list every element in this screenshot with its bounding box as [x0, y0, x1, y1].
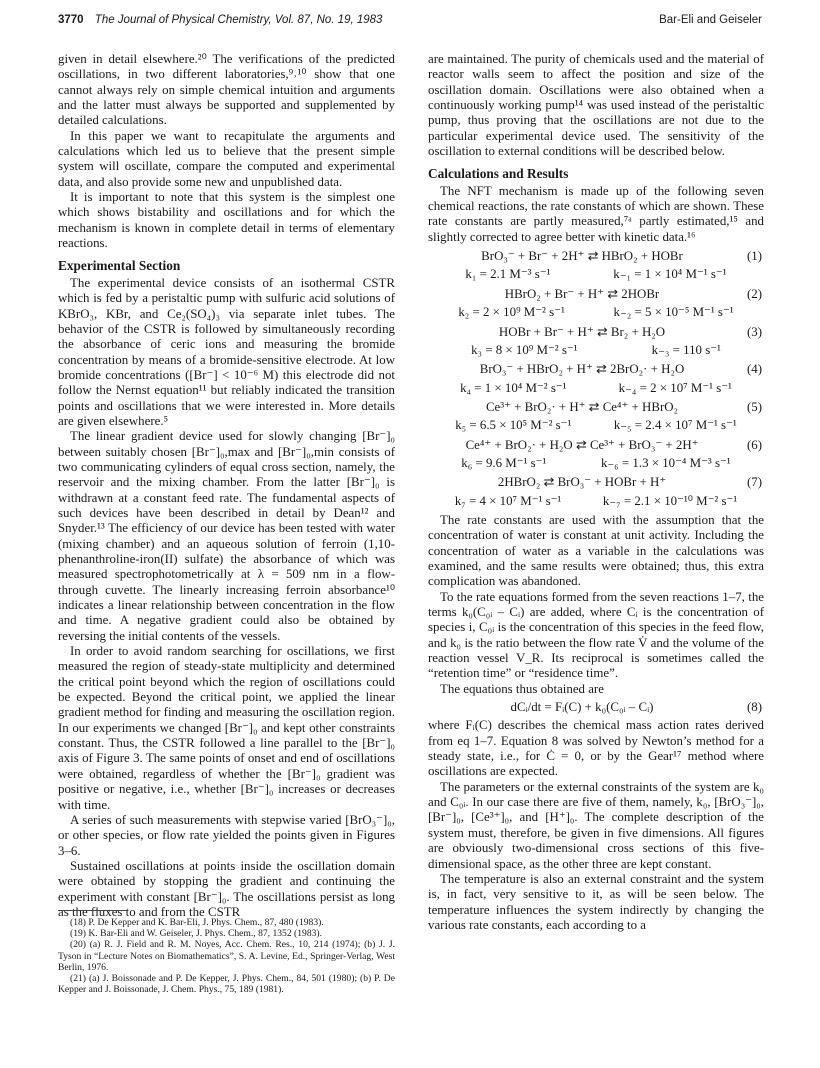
- reaction-equation: Ce³⁺ + BrO₂· + H⁺ ⇄ Ce⁴⁺ + HBrO₂ (5): [485, 399, 762, 414]
- left-column: [58, 52, 395, 920]
- rate-constants: k₆ = 9.6 M⁻¹ s⁻¹ k₋₆ = 1.3 × 10⁻⁴ M⁻³ s⁻¹: [461, 455, 731, 470]
- paragraph: Sustained oscillations at points inside the oscillation domain were obtained by stopping the gradient and continuing the experiment with constant [Br⁻]₀. The oscillations persist as long as the fluxes to and from the CSTR: [58, 858, 395, 919]
- paragraph: The parameters or the external constraints of the system are k₀ and C₀ᵢ. In our case there are five of them, namely, k₀, [BrO₃⁻]₀, [Br⁻]₀, [Ce³⁺]₀, and [H⁺]₀. The complete description of the system must, therefore, be given in five dimensions. All figures are obviously two-dimensional cross sections of this five-dimensional space, as the other three are kept constant.: [428, 779, 764, 871]
- reaction-equation: 2HBrO₂ ⇄ BrO₃⁻ + HOBr + H⁺ (7): [497, 475, 762, 490]
- reaction-equation: BrO₃⁻ + HBrO₂ + H⁺ ⇄ 2BrO₂· + H₂O (4): [479, 362, 762, 377]
- paragraph: The linear gradient device used for slowly changing [Br⁻]₀ between suitably chosen [Br⁻]₀,max and [Br⁻]₀,min consists of two communicating cylinders of equal cross section, namely, the reservoir and the mixing chamber. From the latter [Br⁻]₀ is withdrawn at a constant feed rate. The fundamental aspects of such devices have been described in detail by Dean¹² and Snyder.¹³ The efficiency of our device has been tested with water (mixing chamber) and an aqueous solution of ferroin (1,10-phenanthroline-iron(II) sulfate) the absorbance of which was measured spectrophotometrically at λ = 509 nm in a flow-through cuvette. The linearly increasing ferroin absorbance¹⁰ indicates a linear relationship between concentration in the flow and time. A negative gradient could also be obtained by reversing the initial contents of the vessels.: [58, 429, 395, 643]
- rate-constants: k₅ = 6.5 × 10⁵ M⁻² s⁻¹ k₋₅ = 2.4 × 10⁷ M⁻¹ s⁻¹: [455, 418, 737, 433]
- paragraph: The rate constants are used with the assumption that the concentration of water is constant at unit activity. Including the concentration of water as a variable in the calculations was examined, and the same results were obtained; thus, this extra complication was abandoned.: [428, 512, 764, 589]
- paragraph: given in detail elsewhere.²⁰ The verifications of the predicted oscillations, in two different laboratories,⁹˒¹⁰ show that one cannot always rely on simple chemical intuition and arguments and the latter must always be supported and supplemented by detailed calculations.: [58, 52, 395, 128]
- footnote-rule: [58, 910, 128, 911]
- paragraph: In this paper we want to recapitulate the arguments and calculations which led us to believe that the present simple system will oscillate, compare the computed and experimental data, and also provide some new and unpublished data.: [58, 128, 395, 189]
- page-number: 3770: [58, 14, 84, 26]
- section-heading-experimental: Experimental Section: [58, 258, 181, 274]
- paragraph: The equations thus obtained are: [440, 681, 604, 696]
- rate-constants: k₃ = 8 × 10⁹ M⁻² s⁻¹ k₋₃ = 110 s⁻¹: [471, 342, 721, 357]
- right-column: [428, 52, 764, 933]
- paragraph: It is important to note that this system is the simplest one which shows bistability and oscillations and for which the mechanism is known in complete detail in terms of elementary reactions.: [58, 190, 395, 251]
- footnote-references: [58, 910, 395, 995]
- paragraph: A series of such measurements with stepwise varied [BrO₃⁻]₀, or other species, or flow rate yielded the points given in Figures 3–6.: [58, 812, 395, 858]
- section-heading-calculations: Calculations and Results: [428, 166, 569, 182]
- reaction-list: [428, 249, 764, 509]
- running-authors: Bar-Eli and Geiseler: [659, 14, 762, 26]
- reaction-equation: Ce⁴⁺ + BrO₂· + H₂O ⇄ Ce³⁺ + BrO₃⁻ + 2H⁺ (6): [465, 437, 762, 452]
- rate-constants: k₁ = 2.1 M⁻³ s⁻¹ k₋₁ = 1 × 10⁴ M⁻¹ s⁻¹: [465, 267, 727, 282]
- reference-item: (20) (a) R. J. Field and R. M. Noyes, Acc. Chem. Res., 10, 214 (1974); (b) J. J. Tyson in “Lecture Notes on Biomathematics”, S. A. Levine, Ed., Springer-Verlag, West Berlin, 1976.: [58, 939, 395, 973]
- journal-citation: The Journal of Physical Chemistry, Vol. 87, No. 19, 1983: [94, 14, 383, 26]
- rate-constants: k₇ = 4 × 10⁷ M⁻¹ s⁻¹ k₋₇ = 2.1 × 10⁻¹⁰ M⁻² s⁻¹: [454, 493, 738, 508]
- reaction-equation: HBrO₂ + Br⁻ + H⁺ ⇄ 2HOBr (2): [504, 286, 762, 301]
- reaction-equation: HOBr + Br⁻ + H⁺ ⇄ Br₂ + H₂O (3): [498, 324, 762, 339]
- running-header: [58, 14, 762, 30]
- rate-constants: k₂ = 2 × 10⁹ M⁻² s⁻¹ k₋₂ = 5 × 10⁻⁵ M⁻¹ s⁻¹: [458, 305, 734, 320]
- paragraph: In order to avoid random searching for oscillations, we first measured the region of steady-state multiplicity and determined the critical point beyond which the region of oscillations could be expected. Beyond the critical point, we applied the linear gradient method for finding and measuring the oscillation region. In our experiments we changed [Br⁻]₀ and kept other constraints constant. Thus, the CSTR followed a line parallel to the [Br⁻]₀ axis of Figure 3. The same points of onset and end of oscillations were obtained, regardless of whether the [Br⁻]₀ gradient was positive or negative, i.e., whether [Br⁻]₀ increases or decreases with time.: [58, 644, 395, 812]
- paragraph: To the rate equations formed from the seven reactions 1–7, the terms k₀(C₀ᵢ – Cᵢ) are added, where Cᵢ is the concentration of species i, C₀ᵢ is the concentration of this species in the feed flow, and k₀ is the ratio between the flow rate V̇ and the volume of the reaction vessel V_R. Its reciprocal is sometimes called the “retention time” or “residence time”.: [428, 589, 764, 681]
- equation-8: dCᵢ/dt = Fᵢ(C) + k₀(C₀ᵢ – Cᵢ) (8): [510, 700, 762, 715]
- reference-item: (18) P. De Kepper and K. Bar-Eli, J. Phys. Chem., 87, 480 (1983).: [70, 917, 324, 928]
- reference-item: (21) (a) J. Boissonade and P. De Kepper, J. Phys. Chem., 84, 501 (1980); (b) P. De Kepper and J. Boissonade, J. Chem. Phys., 75, 189 (1981).: [58, 973, 395, 996]
- paragraph: The NFT mechanism is made up of the following seven chemical reactions, the rate constants of which are shown. These rate constants are partly measured,⁷ᵃ partly estimated,¹⁵ and slightly corrected to agree better with kinetic data.¹⁶: [428, 183, 764, 244]
- paragraph: where Fᵢ(C) describes the chemical mass action rates derived from eq 1–7. Equation 8 was solved by Newton’s method for a steady state, i.e., for Ċ = 0, or by the Gear¹⁷ method where oscillations are expected.: [428, 718, 764, 779]
- reference-item: (19) K. Bar-Eli and W. Geiseler, J. Phys. Chem., 87, 1352 (1983).: [70, 928, 323, 940]
- rate-constants: k₄ = 1 × 10⁴ M⁻² s⁻¹ k₋₄ = 2 × 10⁷ M⁻¹ s⁻¹: [460, 380, 732, 395]
- reaction-equation: BrO₃⁻ + Br⁻ + 2H⁺ ⇄ HBrO₂ + HOBr (1): [481, 249, 762, 264]
- paragraph: The experimental device consists of an isothermal CSTR which is fed by a peristaltic pump with sulfuric acid solutions of KBrO₃, KBr, and Ce₂(SO₄)₃ via separate inlet tubes. The behavior of the CSTR is followed by simultaneously recording the absorbance of ceric ions and measuring the bromide concentration by means of a bromide-sensitive electrode. At low bromide concentrations ([Br⁻] < 10⁻⁶ M) this electrode did not follow the Nernst equation¹¹ but reliably indicated the transition points and oscillations that we were interested in. More details are given elsewhere.⁵: [58, 275, 395, 428]
- paragraph: are maintained. The purity of chemicals used and the material of reactor walls seem to affect the position and size of the oscillation domain. Oscillations were also obtained when a continuously working pump¹⁴ was used instead of the peristaltic pump, thus proving that the oscillations are not due to the particular experimental device used. The sensitivity of the oscillation to external conditions will be described below.: [428, 52, 764, 159]
- paragraph: The temperature is also an external constraint and the system is, in fact, very sensitive to it, as will be seen below. The temperature influences the system indirectly by changing the various rate constants, each according to a: [428, 871, 764, 932]
